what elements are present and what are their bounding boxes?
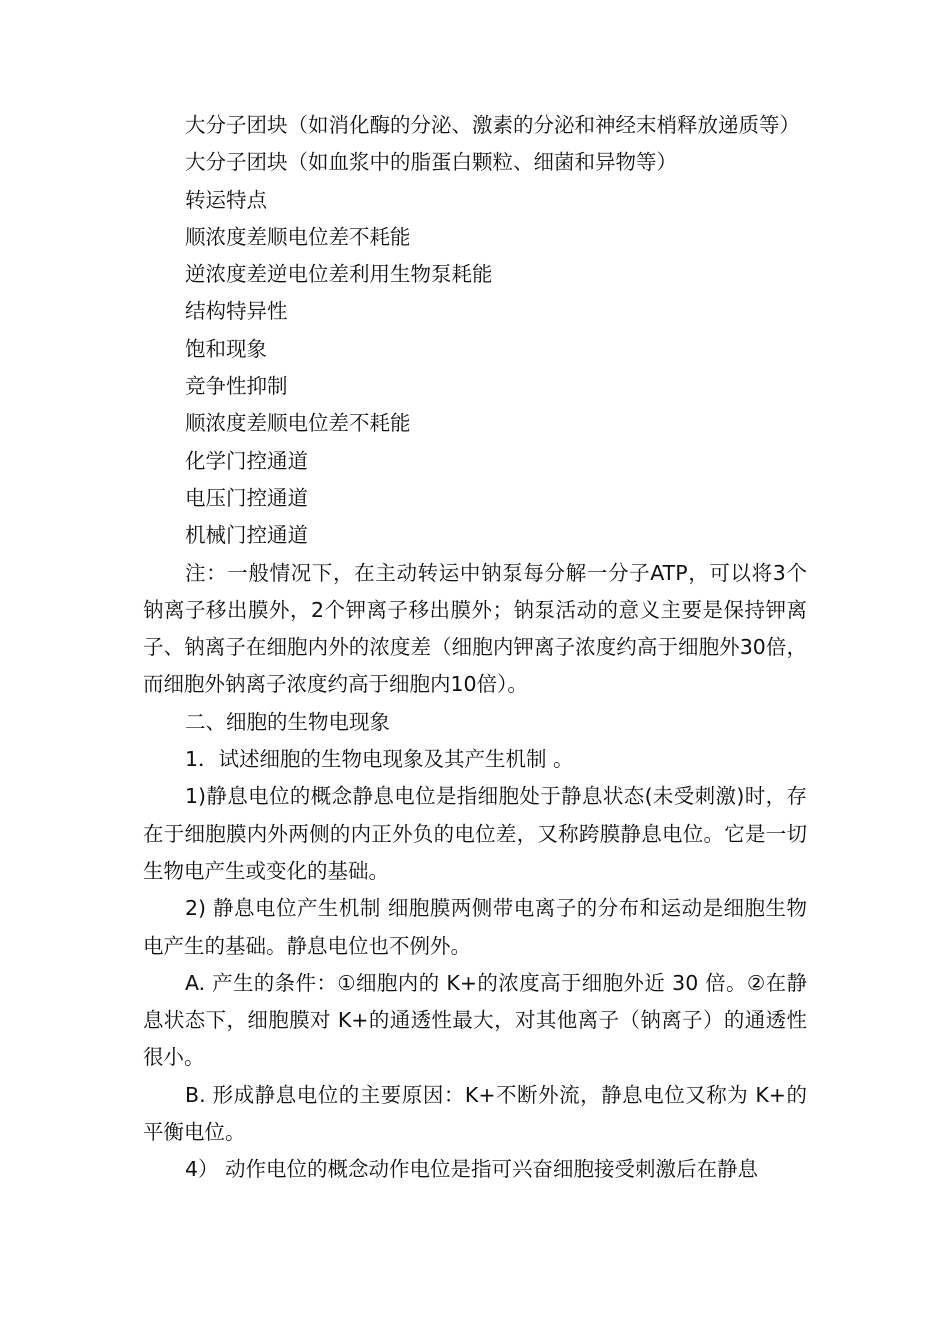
paragraph-macromolecule-secretion: 大分子团块（如消化酶的分泌、激素的分泌和神经末梢释放递质等） xyxy=(185,113,800,137)
paragraph-main-cause: B. 形成静息电位的主要原因：K+不断外流，静息电位又称为 K+的平衡电位。 xyxy=(143,1082,807,1145)
paragraph-mechanical-gated: 机械门控通道 xyxy=(185,523,308,548)
paragraph-passive-no-energy: 顺浓度差顺电位差不耗能 xyxy=(185,224,411,249)
paragraph-competitive-inhibition: 竞争性抑制 xyxy=(185,374,288,399)
paragraph-transport-features: 转运特点 xyxy=(185,187,267,212)
section-heading-bioelectric: 二、细胞的生物电现象 xyxy=(185,709,390,734)
document-page xyxy=(143,107,807,1189)
paragraph-saturation: 饱和现象 xyxy=(185,336,267,361)
paragraph-active-pump: 逆浓度差逆电位差利用生物泵耗能 xyxy=(185,262,493,287)
question-heading: 1．试述细胞的生物电现象及其产生机制 。 xyxy=(185,747,574,772)
paragraph-macromolecule-uptake: 大分子团块（如血浆中的脂蛋白颗粒、细菌和异物等） xyxy=(185,150,677,175)
paragraph-specificity: 结构特异性 xyxy=(185,299,288,324)
paragraph-conditions: A. 产生的条件：①细胞内的 K+的浓度高于细胞外近 30 倍。②在静息状态下，细胞膜对 K+的通透性最大，对其他离子（钠离子）的通透性很小。 xyxy=(143,970,807,1070)
paragraph-resting-potential-concept: 1)静息电位的概念静息电位是指细胞处于静息状态(未受刺激)时，存在于细胞膜内外两侧的内正外负的电位差，又称跨膜静息电位。它是一切生物电产生或变化的基础。 xyxy=(143,784,807,883)
paragraph-sodium-pump-note: 注：一般情况下，在主动转运中钠泵每分解一分子ATP，可以将3个钠离子移出膜外，2个钾离子移出膜外；钠泵活动的意义主要是保持钾离子、钠离子在细胞内外的浓度差（细胞内钾离子浓度约高于细胞外30倍，而细胞外钠离子浓度约高于细胞内10倍）。 xyxy=(143,560,807,697)
paragraph-resting-potential-mechanism: 2) 静息电位产生机制 细胞膜两侧带电离子的分布和运动是细胞生物电产生的基础。静息电位也不例外。 xyxy=(143,896,807,958)
paragraph-action-potential-concept: 4） 动作电位的概念动作电位是指可兴奋细胞接受刺激后在静息 xyxy=(185,1157,759,1182)
paragraph-passive-no-energy-2: 顺浓度差顺电位差不耗能 xyxy=(185,411,411,436)
paragraph-voltage-gated: 电压门控通道 xyxy=(185,485,308,510)
paragraph-chemical-gated: 化学门控通道 xyxy=(185,448,308,473)
